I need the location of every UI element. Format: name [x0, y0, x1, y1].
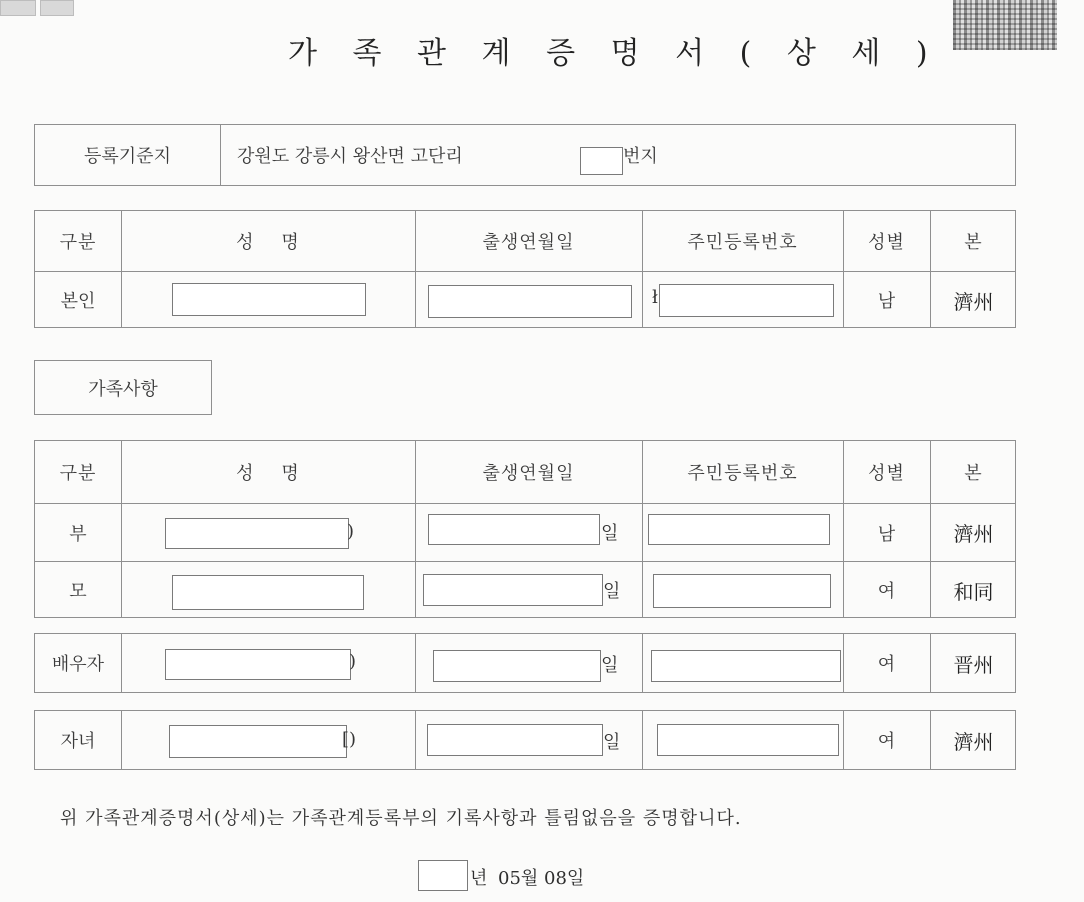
child-name-suffix: [): [342, 729, 357, 750]
family-header-gender: 성별: [868, 463, 905, 484]
child-birth-suffix: 일: [603, 732, 621, 753]
redacted-spouse-resident-no: [651, 650, 841, 682]
father-origin: 濟州: [953, 522, 994, 546]
family-section-label: 가족사항: [88, 378, 158, 400]
father-birth-suffix: 일: [601, 523, 619, 544]
self-category: 본인: [60, 291, 96, 312]
family-section-label-box: [34, 360, 212, 415]
mother-birth-suffix: 일: [603, 581, 621, 602]
redacted-child-birth: [427, 724, 603, 756]
redacted-mother-resident-no: [653, 574, 831, 608]
self-table: [34, 210, 1016, 328]
header-category: 구분: [59, 232, 97, 253]
redacted-spouse-birth: [433, 650, 601, 682]
redacted-spouse-name: [165, 649, 351, 680]
redacted-mother-name: [172, 575, 364, 610]
header-birth: 출생연월일: [482, 232, 575, 253]
registry-address: 강원도 강릉시 왕산면 고단리: [237, 146, 463, 167]
mother-category: 모: [69, 581, 87, 602]
redacted-father-resident-no: [648, 514, 830, 545]
child-category: 자녀: [60, 731, 96, 752]
family-table-child: [34, 710, 1016, 770]
redacted-self-name: [172, 283, 366, 316]
father-category: 부: [69, 523, 87, 545]
registry-label: 등록기준지: [84, 146, 171, 167]
seal-stamp-right: [40, 0, 74, 16]
redacted-self-resident-no: [659, 284, 834, 317]
date-year-suffix: 년: [470, 868, 488, 889]
child-origin: 濟州: [953, 729, 994, 754]
self-origin: 濟州: [953, 289, 994, 314]
header-name: 성 명: [236, 232, 300, 253]
family-header-name: 성 명: [236, 463, 300, 484]
redacted-father-birth: [428, 514, 600, 545]
self-gender: 남: [877, 291, 896, 312]
father-gender: 남: [877, 523, 896, 545]
redacted-father-name: [165, 518, 349, 549]
spouse-birth-suffix: 일: [601, 655, 619, 676]
family-header-birth: 출생연월일: [482, 463, 575, 484]
certification-text: 위 가족관계증명서(상세)는 가족관계등록부의 기록사항과 틀림없음을 증명합니다.: [60, 808, 742, 829]
father-name-suffix: ): [347, 521, 355, 542]
mother-origin: 和同: [953, 579, 994, 604]
redacted-lot-number: [580, 147, 623, 175]
registry-box: [34, 124, 1016, 186]
family-header-category: 구분: [59, 463, 97, 484]
qr-code-icon: [953, 0, 1057, 50]
spouse-gender: 여: [877, 654, 896, 675]
redacted-self-birth: [428, 285, 632, 318]
family-header-origin: 본: [964, 463, 983, 484]
spouse-category: 배우자: [51, 654, 105, 675]
family-header-resident-no: 주민등록번호: [687, 463, 798, 484]
self-resident-prefix: ł: [652, 287, 658, 308]
redacted-year: [418, 860, 468, 891]
spouse-name-suffix: ): [349, 651, 357, 672]
child-gender: 여: [877, 731, 896, 752]
registry-lot-suffix: 번지: [623, 146, 658, 167]
seal-stamp-left: [0, 0, 36, 16]
redacted-mother-birth: [423, 574, 603, 606]
family-table-spouse: [34, 633, 1016, 693]
family-table-parents: [34, 440, 1016, 618]
header-resident-no: 주민등록번호: [687, 232, 798, 253]
redacted-child-resident-no: [657, 724, 839, 756]
header-gender: 성별: [868, 232, 905, 253]
redacted-child-name: [169, 725, 347, 758]
document-title: 가 족 관 계 증 명 서 ( 상 세 ): [288, 36, 941, 71]
header-origin: 본: [964, 232, 983, 253]
spouse-origin: 晋州: [953, 652, 994, 677]
date-month-day: 05월 08일: [498, 868, 585, 889]
mother-gender: 여: [877, 581, 896, 602]
